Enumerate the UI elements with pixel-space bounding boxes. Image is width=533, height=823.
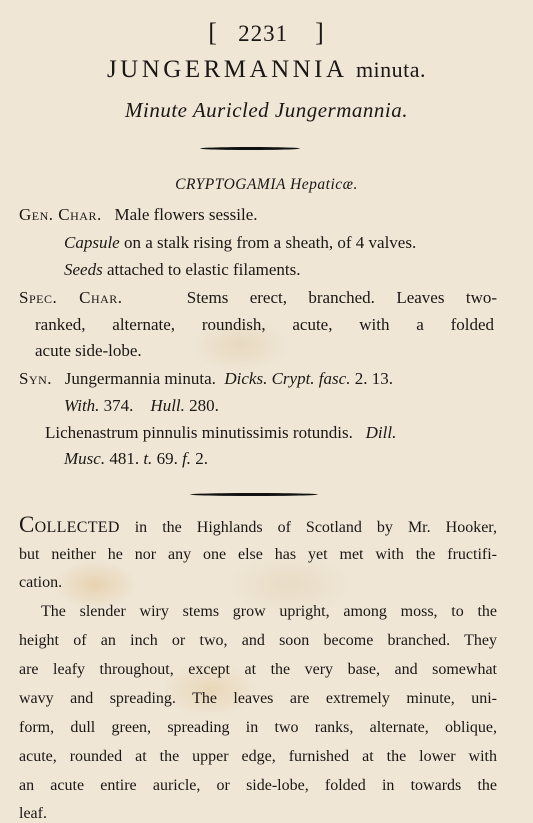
plate-number	[0, 18, 533, 48]
seeds-word: Seeds	[64, 260, 103, 279]
syn-ref-dill: Dill.	[365, 423, 397, 442]
gen-char-line-2	[64, 233, 494, 253]
desc-line-7: wavy and spreading. The leaves are extremely minute, uni-	[19, 690, 497, 707]
desc-line-10: an acute entire auricle, or side-lobe, folded in towards the	[19, 777, 497, 794]
syn-ref-with: With.	[64, 396, 100, 415]
desc-line-6: are leafy throughout, except at the very base, and somewhat	[19, 661, 497, 678]
open-bracket: [	[208, 18, 218, 47]
syn-line-1	[19, 369, 497, 389]
syn-text-3: Lichenastrum pinnulis minutissimis rotundis.	[45, 423, 353, 442]
syn-ref-hull: Hull.	[150, 396, 185, 415]
desc-line-4: The slender wiry stems grow upright, among moss, to the	[41, 603, 497, 620]
species-name: minuta.	[355, 57, 427, 82]
gen-char-text-1: Male flowers sessile.	[114, 205, 258, 224]
desc-line-11: leaf.	[19, 805, 47, 822]
classification: CRYPTOGAMIA Hepaticæ.	[175, 176, 358, 193]
spec-char-text-1: Stems erect, branched. Leaves two-	[186, 288, 498, 307]
spec-char-line-1	[19, 288, 497, 308]
desc-line-8: form, dull green, spreading in two ranks, alternate, oblique,	[19, 719, 497, 736]
desc-line-3: cation.	[19, 574, 63, 591]
syn-line-2	[64, 396, 494, 416]
gen-char-line-1	[19, 205, 497, 225]
close-bracket: ]	[315, 18, 325, 47]
capsule-word: Capsule	[64, 233, 120, 252]
syn-ref-t: t.	[143, 449, 153, 468]
desc-text-1: in the Highlands of Scotland by Mr. Hooker,	[119, 519, 497, 536]
gen-char-text-3: attached to elastic filaments.	[102, 260, 301, 279]
species-title	[0, 56, 533, 84]
common-name: Minute Auricled Jungermannia.	[125, 98, 408, 122]
desc-line-2: but neither he nor any one else has yet met with the fructifi-	[19, 546, 497, 563]
genus-name: JUNGERMANNIA	[106, 56, 347, 83]
spec-char-line-2: ranked, alternate, roundish, acute, with a folded	[35, 315, 494, 334]
syn-line-4	[64, 449, 494, 469]
lead-word: Collected	[19, 512, 120, 537]
syn-ref-dicks: Dicks. Crypt. fasc.	[224, 369, 351, 388]
desc-line-1	[19, 512, 497, 538]
syn-ref-musc: Musc.	[64, 449, 106, 468]
gen-char-text-2: on a stalk rising from a sheath, of 4 valves.	[119, 233, 417, 252]
syn-text-1: Jungermannia minuta.	[64, 369, 216, 388]
desc-line-5: height of an inch or two, and soon become branched. They	[19, 632, 497, 649]
syn-ref-f: f.	[182, 449, 192, 468]
syn-num-with: 374.	[99, 396, 134, 415]
syn-num-t: 69.	[152, 449, 183, 468]
gen-char-label: Gen. Char.	[19, 205, 102, 224]
divider-rule-top	[200, 147, 300, 150]
gen-char-line-3	[64, 260, 494, 280]
syn-num-1: 2. 13.	[350, 369, 393, 388]
syn-num-f: 2.	[191, 449, 209, 468]
plate-number-value: 2231	[238, 21, 289, 46]
desc-line-9: acute, rounded at the upper edge, furnished at the lower with	[19, 748, 497, 765]
spec-char-label: Spec. Char.	[19, 288, 123, 307]
spec-char-line-3: acute side-lobe.	[35, 341, 142, 360]
syn-line-3	[45, 423, 495, 443]
divider-rule-bottom	[190, 493, 318, 496]
syn-label: Syn.	[19, 369, 53, 388]
syn-num-hull: 280.	[184, 396, 219, 415]
syn-num-musc: 481.	[105, 449, 144, 468]
